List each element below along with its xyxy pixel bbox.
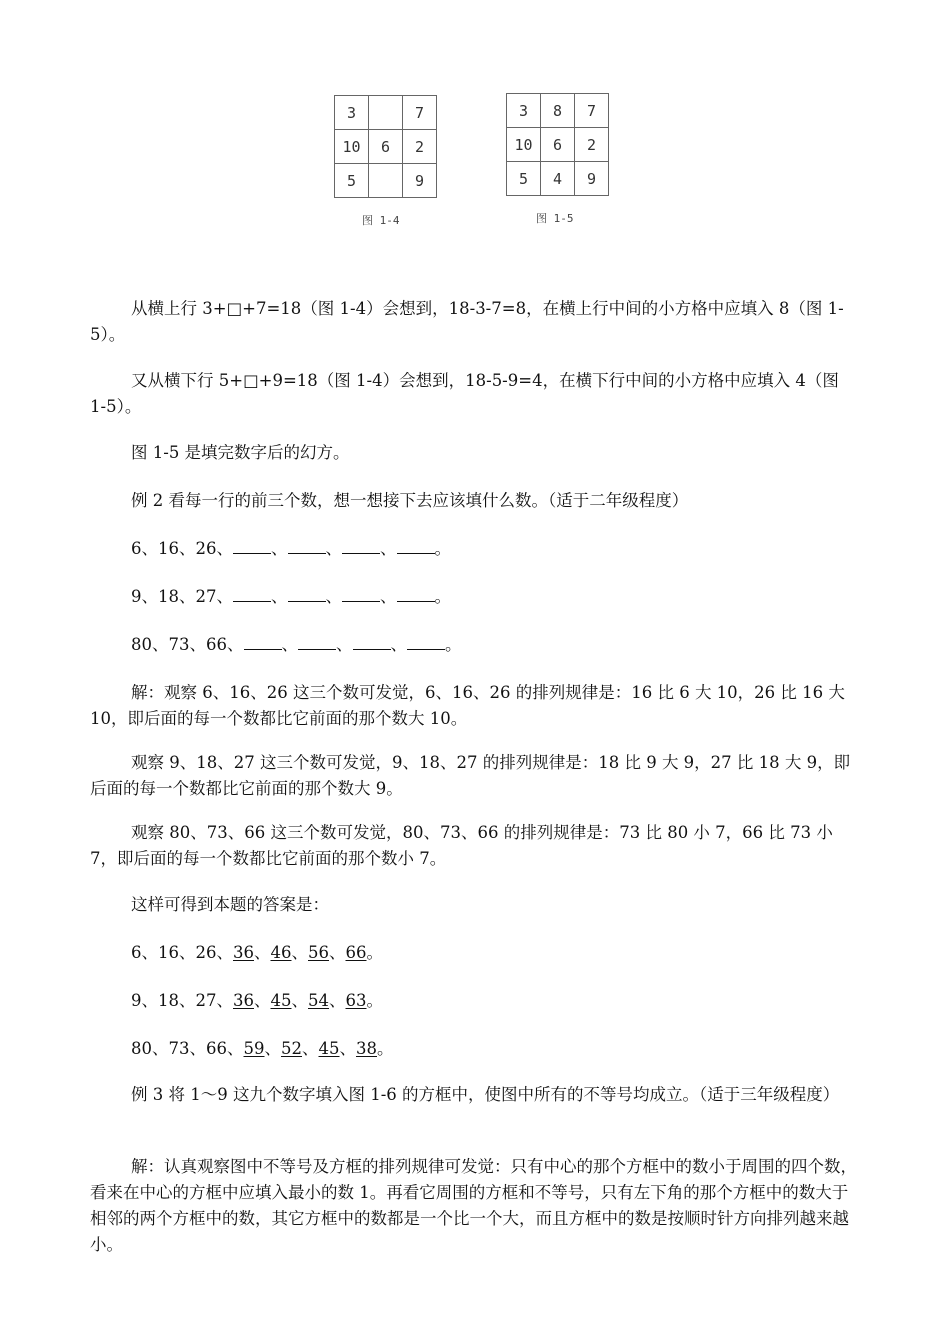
question-row xyxy=(131,536,451,562)
paragraph-result: 图 1-5 是填完数字后的幻方。 xyxy=(131,443,350,462)
grid-cell: 9 xyxy=(403,164,437,198)
separator: 、 xyxy=(329,991,346,1010)
blank-line xyxy=(233,585,271,602)
separator: 、 xyxy=(291,943,308,962)
blank-line xyxy=(288,585,326,602)
period: 。 xyxy=(366,943,383,962)
answer-value: 56 xyxy=(308,943,329,962)
blank-line xyxy=(407,633,445,650)
blank-line xyxy=(244,633,282,650)
figure-caption: 图 1-5 xyxy=(536,212,574,225)
blank-line xyxy=(233,537,271,554)
period: 。 xyxy=(434,539,451,558)
separator: 、 xyxy=(281,635,298,654)
answer-value: 45 xyxy=(318,1039,340,1058)
separator: 、 xyxy=(302,1039,319,1058)
separator: 、 xyxy=(380,539,397,558)
magic-square-figure-1-4 xyxy=(334,95,437,198)
blank-line xyxy=(288,537,326,554)
blank-line xyxy=(397,585,435,602)
grid-cell: 5 xyxy=(335,164,369,198)
separator: 、 xyxy=(254,943,271,962)
separator: 、 xyxy=(380,587,397,606)
period: 。 xyxy=(366,991,383,1010)
grid-cell: 3 xyxy=(507,94,541,128)
grid-cell: 3 xyxy=(335,96,369,130)
grid-cell xyxy=(369,164,403,198)
answer-value: 59 xyxy=(243,1039,265,1058)
separator: 、 xyxy=(254,991,271,1010)
solution-paragraph-2: 观察 9、18、27 这三个数可发觉，9、18、27 的排列规律是：18 比 9 大 9，27 比 18 大 9，即后面的每一个数都比它前面的那个数大 9。 xyxy=(90,753,851,798)
blank-line xyxy=(342,585,380,602)
answer-value: 38 xyxy=(356,1039,377,1058)
answer-value: 66 xyxy=(345,943,367,962)
sequence-prefix: 9、18、27、 xyxy=(131,991,233,1010)
example-3-title: 例 3 将 1～9 这九个数字填入图 1-6 的方框中，使图中所有的不等号均成立。（适于三年级程度） xyxy=(131,1085,840,1104)
grid-cell xyxy=(369,96,403,130)
answer-value: 46 xyxy=(270,943,292,962)
blank-line xyxy=(353,633,391,650)
sequence-prefix: 80、73、66、 xyxy=(131,635,244,654)
paragraph-bottom-row: 又从横下行 5+□+9=18（图 1-4）会想到，18-5-9=4，在横下行中间的小方格中应填入 4（图 1-5）。 xyxy=(90,371,839,416)
sequence-prefix: 6、16、26、 xyxy=(131,539,233,558)
grid-cell: 8 xyxy=(541,94,575,128)
separator: 、 xyxy=(329,943,346,962)
separator: 、 xyxy=(325,539,342,558)
figure-caption: 图 1-4 xyxy=(362,214,400,227)
separator: 、 xyxy=(325,587,342,606)
blank-line xyxy=(342,537,380,554)
solution-paragraph-3: 观察 80、73、66 这三个数可发觉，80、73、66 的排列规律是：73 比 80 小 7，66 比 73 小 7，即后面的每一个数都比它前面的那个数小 7。 xyxy=(90,823,833,868)
answer-row xyxy=(131,988,383,1014)
answer-value: 36 xyxy=(233,991,254,1010)
sequence-prefix: 6、16、26、 xyxy=(131,943,233,962)
grid-cell: 2 xyxy=(575,128,609,162)
blank-line xyxy=(298,633,336,650)
period: 。 xyxy=(377,1039,394,1058)
separator: 、 xyxy=(271,539,288,558)
blank-line xyxy=(397,537,435,554)
period: 。 xyxy=(445,635,462,654)
question-row xyxy=(131,584,451,610)
grid-cell: 7 xyxy=(575,94,609,128)
grid-cell: 7 xyxy=(403,96,437,130)
magic-square-figure-1-5 xyxy=(506,93,609,196)
paragraph-top-row: 从横上行 3+□+7=18（图 1-4）会想到，18-3-7=8，在横上行中间的小方格中应填入 8（图 1-5）。 xyxy=(90,299,844,344)
sequence-prefix: 80、73、66、 xyxy=(131,1039,244,1058)
solution-paragraph-1: 解：观察 6、16、26 这三个数可发觉，6、16、26 的排列规律是：16 比 6 大 10，26 比 16 大 10，即后面的每一个数都比它前面的那个数大 10。 xyxy=(90,683,845,728)
separator: 、 xyxy=(271,587,288,606)
grid-cell: 5 xyxy=(507,162,541,196)
separator: 、 xyxy=(264,1039,281,1058)
answer-value: 52 xyxy=(281,1039,302,1058)
grid-cell: 10 xyxy=(335,130,369,164)
separator: 、 xyxy=(339,1039,356,1058)
answer-row xyxy=(131,1036,394,1062)
question-row xyxy=(131,632,462,658)
solution-example-3: 解：认真观察图中不等号及方框的排列规律可发觉：只有中心的那个方框中的数小于周围的四个数，看来在中心的方框中应填入最小的数 1。再看它周围的方框和不等号，只有左下角的那个方框中的数大于相邻的两个方框中的数，其它方框中的数都是一个比一个大，而且方框中的数是按顺时针方向排列越来越小。 xyxy=(90,1157,857,1254)
grid-cell: 2 xyxy=(403,130,437,164)
separator: 、 xyxy=(336,635,353,654)
grid-cell: 10 xyxy=(507,128,541,162)
grid-cell: 4 xyxy=(541,162,575,196)
example-2-title: 例 2 看每一行的前三个数，想一想接下去应该填什么数。（适于二年级程度） xyxy=(131,491,689,510)
answer-value: 36 xyxy=(233,943,254,962)
grid-cell: 9 xyxy=(575,162,609,196)
answer-intro: 这样可得到本题的答案是： xyxy=(131,895,329,914)
answer-value: 54 xyxy=(308,991,329,1010)
period: 。 xyxy=(434,587,451,606)
answer-value: 63 xyxy=(345,991,367,1010)
separator: 、 xyxy=(291,991,308,1010)
grid-cell: 6 xyxy=(541,128,575,162)
answer-value: 45 xyxy=(270,991,292,1010)
sequence-prefix: 9、18、27、 xyxy=(131,587,233,606)
answer-row xyxy=(131,940,383,966)
separator: 、 xyxy=(390,635,407,654)
grid-cell: 6 xyxy=(369,130,403,164)
